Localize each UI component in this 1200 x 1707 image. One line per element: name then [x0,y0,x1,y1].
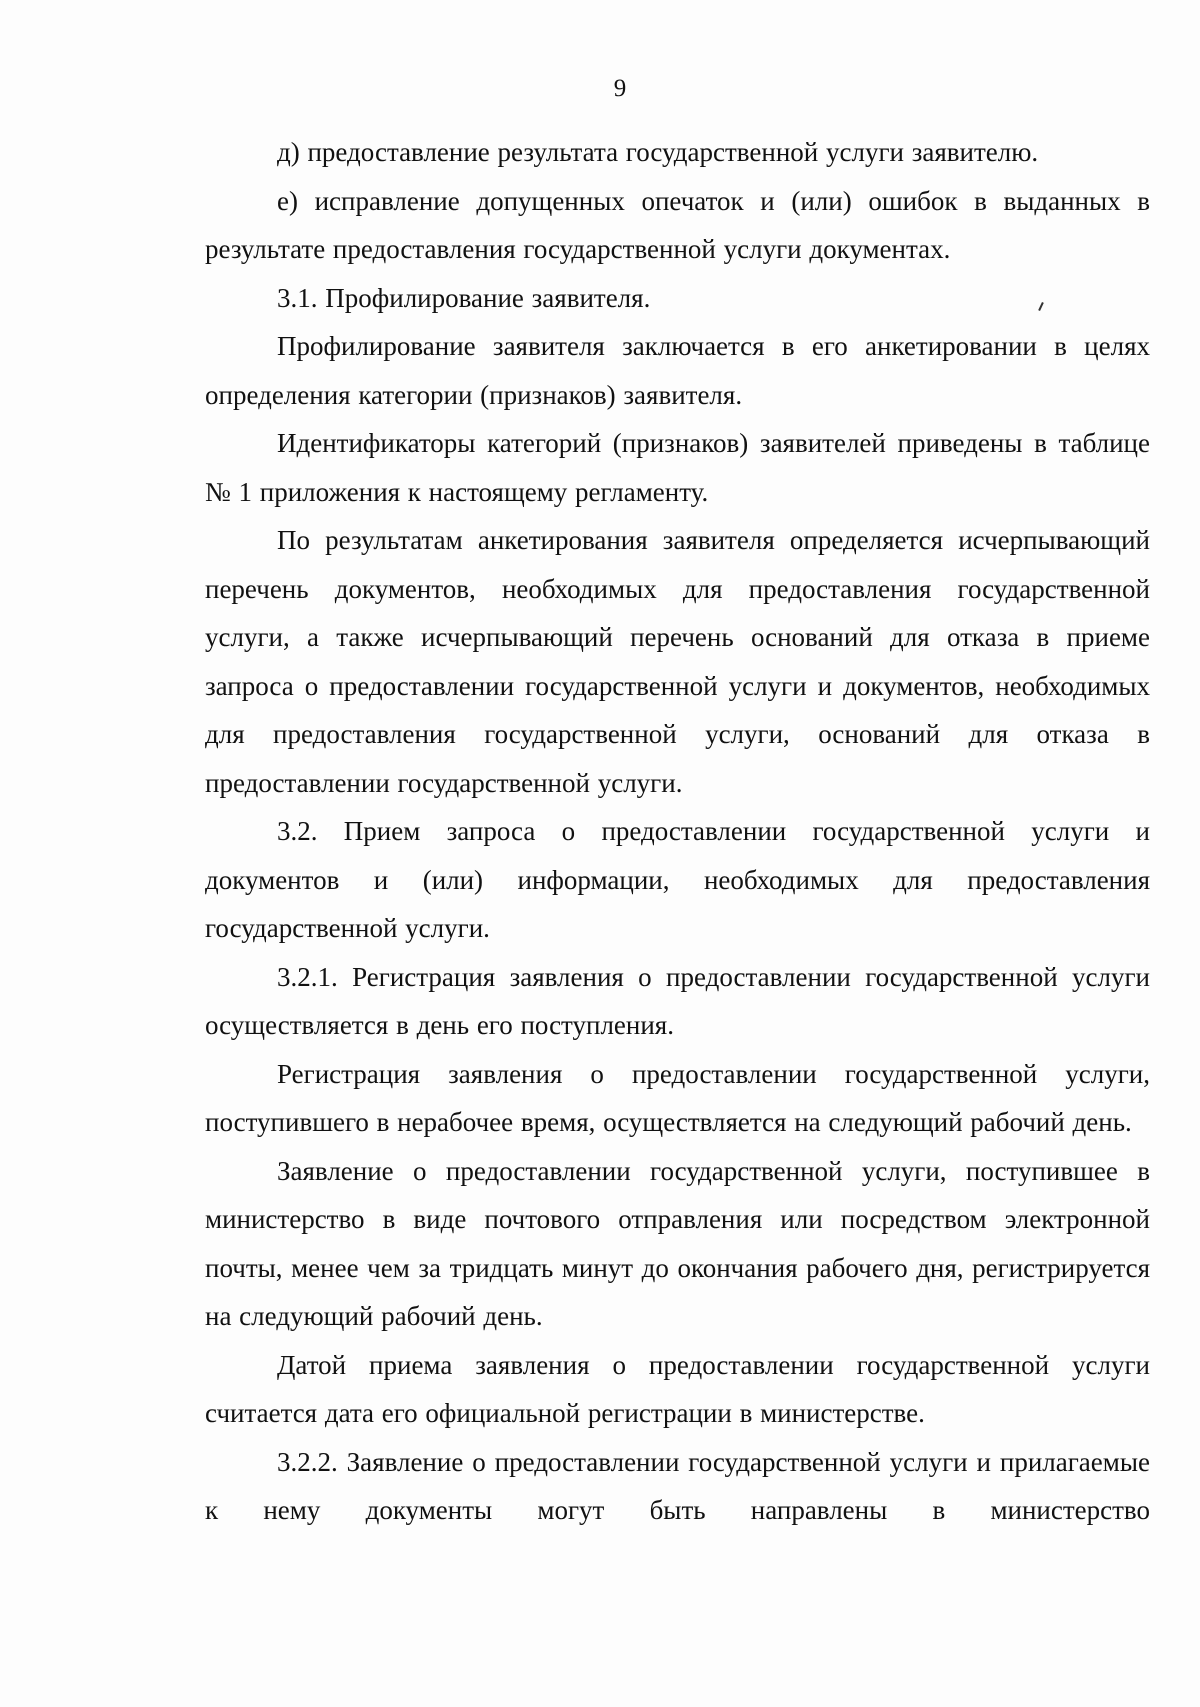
paragraph-3-2-2: 3.2.2. Заявление о предоставлении государственной услуги и прилагаемые к нему документы могут быть направлены в министерство [205,1446,1150,1525]
paragraph-result-delivery: д) предоставление результата государственной услуги заявителю. [277,137,1039,167]
paragraph-off-hours-registration: Регистрация заявления о предоставлении государственной услуги, поступившего в нерабочее время, осуществляется на следующий рабочий день. [205,1058,1150,1137]
paragraph-3-2-1: 3.2.1. Регистрация заявления о предоставлении государственной услуги осуществляется в день его поступления. [205,961,1150,1040]
section-heading-3-1: 3.1. Профилирование заявителя. [277,282,651,313]
paragraph-questionnaire-results: По результатам анкетирования заявителя определяется исчерпывающий перечень документов, необходимых для предоставления государственной услуги, а также исчерпывающий перечень оснований для отказа в приеме запроса о предоставлении государственной услуги и документов, необходимых для предоставления государственной услуги, оснований для отказа в предоставлении государственной услуги. [205,525,1150,798]
paragraph-mail-registration: Заявление о предоставлении государственной услуги, поступившее в министерство в виде почтового отправления или посредством электронной почты, менее чем за тридцать минут до окончания рабочего дня, регистрируется на следующий рабочий день. [205,1155,1150,1331]
paragraph-identifiers: Идентификаторы категорий (признаков) заявителей приведены в таблице № 1 приложения к настоящему регламенту. [205,428,1150,507]
body-text [205,128,1150,1535]
paragraph-profiling: Профилирование заявителя заключается в его анкетировании в целях определения категории (признаков) заявителя. [205,331,1150,410]
page-number: 9 [613,75,627,102]
paragraph-acceptance-date: Датой приема заявления о предоставлении государственной услуги считается дата его официальной регистрации в министерстве. [205,1349,1150,1428]
paragraph-error-correction: е) исправление допущенных опечаток и (или) ошибок в выданных в результате предоставления государственной услуги документах. [205,185,1150,264]
section-heading-3-2: 3.2. Прием запроса о предоставлении государственной услуги и документов и (или) информации, необходимых для предоставления государственной услуги. [205,816,1150,943]
